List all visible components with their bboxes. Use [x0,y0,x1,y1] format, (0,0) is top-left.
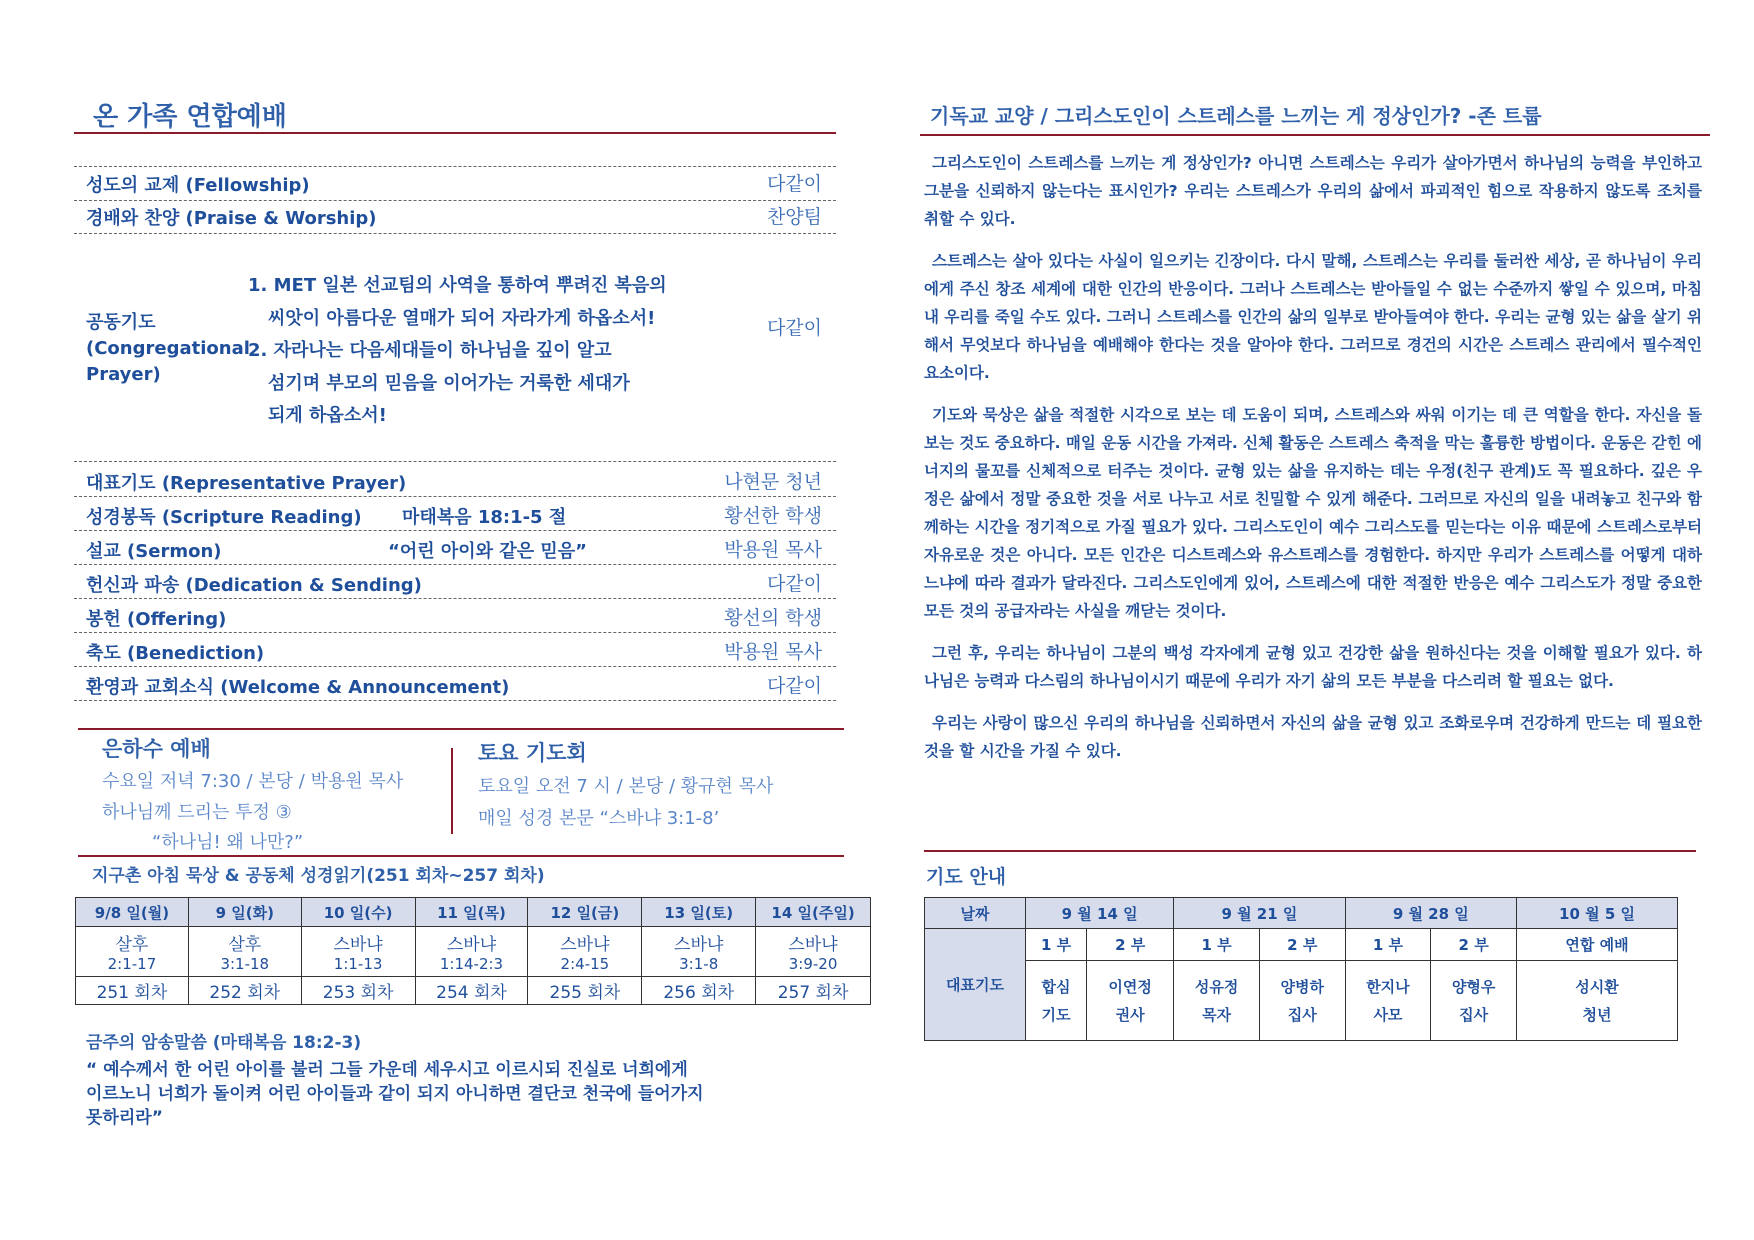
vertical-divider [451,748,453,834]
order-item-label: 경배와 찬양 (Praise & Worship) [86,208,377,229]
wednesday-service-info: 수요일 저녁 7:30 / 본당 / 박용원 목사 [102,771,404,792]
reading-count: 254 회차 [415,977,528,1005]
prayer-leader: 성유정 목자 [1174,961,1260,1041]
order-item-label: 성경봉독 (Scripture Reading) [86,507,362,528]
order-item-label: 성도의 교제 (Fellowship) [86,175,310,196]
title-divider [74,132,836,134]
reading-passage: 스바냐 1:14-2:3 [415,927,528,977]
divider [74,496,836,497]
reading-day: 11 일(목) [415,898,528,927]
reading-day: 9 일(화) [188,898,301,927]
memory-verse-text: “ 예수께서 한 어린 아이를 불러 그들 가운데 세우시고 이르시되 진실로 너희에게 이르노니 너희가 돌이켜 어린 아이들과 같이 되지 아니하면 결단코 천국에 들어가지 못하리라” [86,1060,704,1128]
prayer-names-row [925,961,1678,1041]
divider [74,666,836,667]
reading-schedule-table [75,897,871,1005]
wednesday-service-title: 은하수 예배 [102,737,211,761]
reading-passage: 살후 3:1-18 [188,927,301,977]
divider [74,564,836,565]
article-title-divider [920,134,1710,136]
order-item-label: 축도 (Benediction) [86,643,265,664]
order-item-leader: 다같이 [766,675,822,697]
reading-day: 13 일(토) [642,898,756,927]
order-item-leader: 다같이 [766,573,822,595]
divider [74,233,836,234]
article-paragraph: 우리는 사랑이 많으신 우리의 하나님을 신뢰하면서 자신의 삶을 균형 있고 조화로우며 건강하게 만드는 데 필요한 것을 할 시간을 가질 수 있다. [924,714,1702,760]
prayer-dates-row [925,898,1678,929]
reading-count: 253 회차 [301,977,415,1005]
prayer-leader: 양병하 집사 [1259,961,1345,1041]
reading-count: 251 회차 [76,977,189,1005]
prayer-leader: 이연정 권사 [1087,961,1174,1041]
order-item-label: 봉헌 (Offering) [86,609,227,630]
reading-passage: 스바냐 1:1-13 [301,927,415,977]
reading-schedule-title: 지구촌 아침 묵상 & 공동체 성경읽기(251 회차~257 회차) [92,866,545,886]
prayer-guide-title: 기도 안내 [926,866,1007,888]
order-item-leader: 황선한 학생 [724,505,822,527]
section-divider [78,855,844,857]
article-body [924,149,1702,779]
wednesday-sermon-series: 하나님께 드리는 투정 ③ [102,802,292,823]
order-item-label: 설교 (Sermon) [86,541,222,562]
service-part: 1 부 [1345,929,1431,961]
service-part: 2 부 [1259,929,1345,961]
reading-passage: 스바냐 3:1-8 [642,927,756,977]
order-item-leader: 다같이 [766,173,822,195]
divider [74,200,836,201]
divider [74,700,836,701]
reading-day: 10 일(수) [301,898,415,927]
article-title: 기독교 교양 / 그리스도인이 스트레스를 느끼는 게 정상인가? -존 트룹 [930,104,1542,128]
order-item-leader: 박용원 목사 [724,539,822,561]
service-part: 1 부 [1174,929,1260,961]
reading-count: 252 회차 [188,977,301,1005]
article-paragraph: 기도와 묵상은 삶을 적절한 시각으로 보는 데 도움이 되며, 스트레스와 싸워 이기는 데 큰 역할을 한다. 자신을 돌보는 것도 중요하다. 매일 운동 시간을 가져라. 신체 활동은 스트레스 축적을 막는 훌륭한 방법이다. 운동은 갇힌 에너지의 물꼬를 신체적으로 터주는 것이다. 균형 있는 삶을 유지하는 데는 우정(친구 관계)도 꼭 필요하다. 깊은 우정은 삶에서 정말 중요한 것을 서로 나누고 서로 친밀할 수 있게 해준다. 그러므로 자신의 일을 내려놓고 친구와 함께하는 시간을 정기적으로 가질 필요가 있다. 그리스도인이 예수 그리스도를 믿는다는 이유 때문에 스트레스로부터 자유로운 것은 아니다. 모든 인간은 디스트레스와 유스트레스를 경험한다. 하지만 우리가 스트레스를 어떻게 대하느냐에 따라 결과가 달라진다. 그리스도인에게 있어, 스트레스에 대한 적절한 반응은 예수 그리스도가 정말 중요한 모든 것의 공급자라는 사실을 깨닫는 것이다. [924,406,1702,620]
reading-day: 9/8 일(월) [76,898,189,927]
reading-passage: 살후 2:1-17 [76,927,189,977]
reading-passage: 스바냐 3:9-20 [756,927,871,977]
memory-verse-title: 금주의 암송말씀 (마태복음 18:2-3) [86,1033,362,1053]
prayer-leader: 한지나 사모 [1345,961,1431,1041]
divider [74,166,836,167]
saturday-prayer-title: 토요 기도회 [478,741,587,765]
divider [74,598,836,599]
reading-passage: 스바냐 2:4-15 [528,927,642,977]
order-item-leader: 황선의 학생 [724,607,822,629]
reading-day: 14 일(주일) [756,898,871,927]
representative-prayer-label: 대표기도 [925,929,1026,1041]
prayer-date: 9 월 21 일 [1174,898,1345,929]
order-item-label: 환영과 교회소식 (Welcome & Announcement) [86,677,510,698]
prayer-leader: 양형우 집사 [1431,961,1517,1041]
article-paragraph: 그리스도인이 스트레스를 느끼는 게 정상인가? 아니면 스트레스는 우리가 살아가면서 하나님의 능력을 부인하고 그분을 신뢰하지 않는다는 표시인가? 우리는 스트레스가 우리의 삶에서 파괴적인 힘으로 작용하지 않도록 조치를 취할 수 있다. [924,154,1702,228]
prayer-guide-divider [924,850,1696,852]
prayer-date: 9 월 14 일 [1026,898,1174,929]
prayer-leader: 합심 기도 [1026,961,1087,1041]
saturday-prayer-info: 토요일 오전 7 시 / 본당 / 황규현 목사 [478,776,774,797]
service-part: 2 부 [1087,929,1174,961]
date-header: 날짜 [925,898,1026,929]
order-item-leader: 나현문 청년 [724,471,822,493]
congregational-prayer-label: 공동기도 (Congregational Prayer) [86,312,250,385]
saturday-prayer-text: 매일 성경 본문 “스바냐 3:1-8’ [478,808,720,829]
scripture-reference: 마태복음 18:1-5 절 [402,507,567,528]
divider [74,530,836,531]
prayer-guide-table [924,897,1678,1041]
divider [74,461,836,462]
article-paragraph: 그런 후, 우리는 하나님이 그분의 백성 각자에게 균형 있고 건강한 삶을 원하신다는 것을 이해할 필요가 있다. 하나님은 능력과 다스림의 하나님이시기 때문에 우리가 자기 삶의 모든 부분을 다스리려 할 필요는 없다. [924,644,1702,690]
reading-count: 255 회차 [528,977,642,1005]
article-paragraph: 스트레스는 살아 있다는 사실이 일으키는 긴장이다. 다시 말해, 스트레스는 우리를 둘러싼 세상, 곧 하나님이 우리에게 주신 창조 세계에 대한 인간의 반응이다. 그러나 스트레스는 받아들일 수 없는 수준까지 쌓일 수 있으며, 마침내 우리를 죽일 수도 있다. 그러니 스트레스를 인간의 삶의 일부로 받아들여야 한다. 우리는 균형 있는 삶을 살기 위해서 무엇보다 하나님을 예배해야 한다는 것을 알아야 한다. 그러므로 경건의 시간은 스트레스 관리에서 필수적인 요소이다. [924,252,1703,382]
order-item-leader: 찬양팀 [766,206,822,228]
reading-count: 256 회차 [642,977,756,1005]
order-item-label: 대표기도 (Representative Prayer) [86,473,407,494]
wednesday-sermon-title: “하나님! 왜 나만?” [152,832,304,853]
prayer-date: 9 월 28 일 [1345,898,1516,929]
service-part: 1 부 [1026,929,1087,961]
service-part: 연합 예배 [1517,929,1678,961]
sermon-title: “어린 아이와 같은 믿음” [388,541,587,562]
reading-days-row [76,898,871,927]
prayer-leader: 성시환 청년 [1517,961,1678,1041]
order-item-leader: 박용원 목사 [724,641,822,663]
prayer-parts-row [925,929,1678,961]
order-item-label: 헌신과 파송 (Dedication & Sending) [86,575,422,596]
reading-counts-row [76,977,871,1005]
reading-day: 12 일(금) [528,898,642,927]
prayer-date: 10 월 5 일 [1517,898,1678,929]
congregational-prayer-leader: 다같이 [766,317,822,339]
worship-title: 온 가족 연합예배 [93,102,287,132]
service-part: 2 부 [1431,929,1517,961]
prayer-topics: 1. MET 일본 선교팀의 사역을 통하여 뿌려진 복음의 씨앗이 아름다운 열매가 되어 자라가게 하옵소서! 2. 자라나는 다음세대들이 하나님을 깊이 알고 섬기며 부모의 믿음을 이어가는 거룩한 세대가 되게 하옵소서! [248,275,667,426]
section-divider [78,728,844,730]
reading-count: 257 회차 [756,977,871,1005]
divider [74,632,836,633]
reading-passages-row [76,927,871,977]
